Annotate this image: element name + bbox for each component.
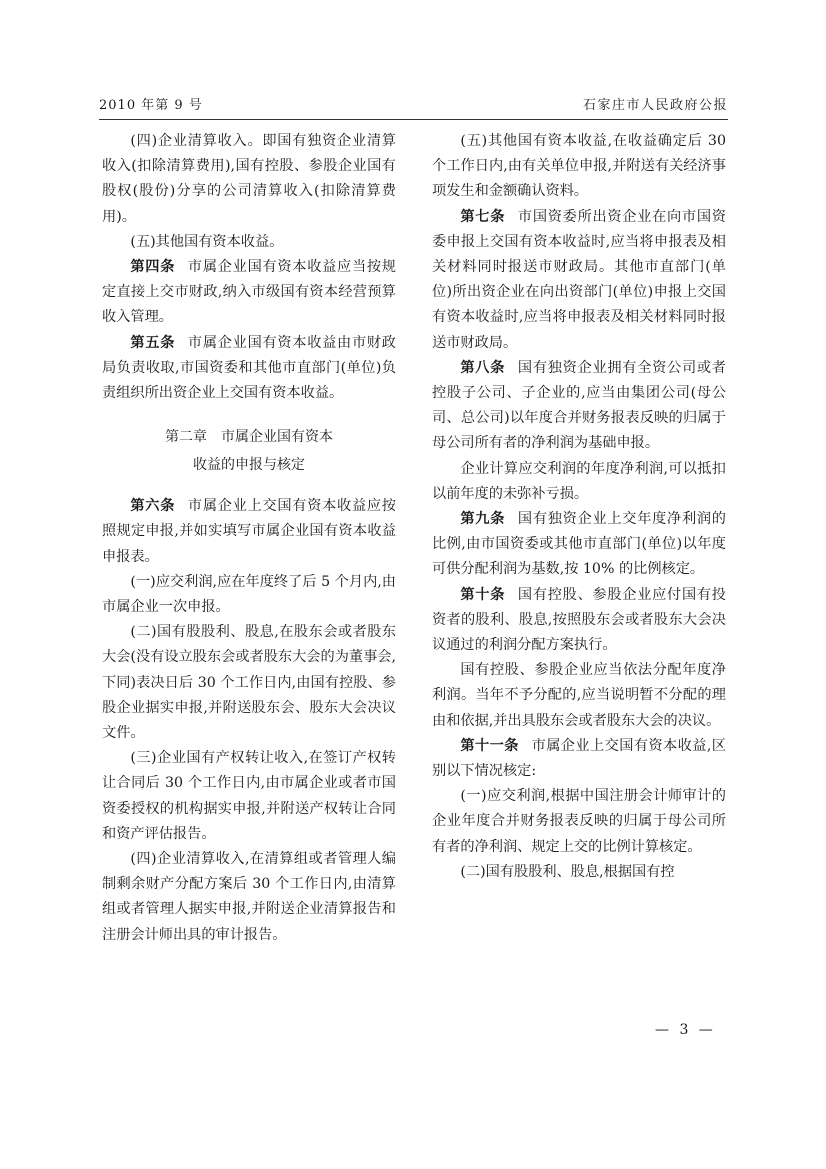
header-rule [99, 119, 728, 120]
paragraph: (二)国有股股利、股息,根据国有控 [460, 863, 675, 880]
chapter-heading [102, 423, 396, 479]
article-text: 市国资委所出资企业在向市国资委申报上交国有资本收益时,应当将申报表及相关材料同时报送市财政局。其他市直部门(单位)所出资企业在向出资部门(单位)申报上交国有资本收益时,应当将申报表及相关材料同时报送市财政局。 [432, 208, 726, 351]
article-label: 第五条 [130, 334, 176, 351]
paragraph: (四)企业清算收入,在清算组或者管理人编制剩余财产分配方案后 30 个工作日内,由清算组或者管理人据实申报,并附送企业清算报告和注册会计师出具的审计报告。 [102, 851, 396, 943]
article-paragraph [102, 331, 396, 407]
article-text: 市属企业国有资本收益应当按规定直接上交市财政,纳入市级国有资本经营预算收入管理。 [102, 259, 396, 326]
paragraph: 企业计算应交利润的年度净利润,可以抵扣以前年度的未弥补亏损。 [432, 460, 726, 502]
article-label: 第六条 [130, 498, 176, 515]
article-text: 市属企业上交国有资本收益,区别以下情况核定: [432, 737, 726, 780]
article-paragraph [432, 734, 726, 784]
page-number: — 3 — [655, 1022, 716, 1038]
article-paragraph [432, 356, 726, 457]
article-text: 国有独资企业上交年度净利润的比例,由市国资委或其他市直部门(单位)以年度可供分配利润为基数,按 10% 的比例核定。 [432, 511, 726, 578]
chapter-title-line: 第二章 市属企业国有资本 [165, 429, 333, 446]
article-label: 第九条 [460, 511, 506, 528]
paragraph: (五)其他国有资本收益。 [130, 233, 284, 250]
article-paragraph [432, 583, 726, 659]
paragraph: (一)应交利润,根据中国注册会计师审计的企业年度合并财务报表反映的归属于母公司所有者的净利润、规定上交的比例计算核定。 [432, 788, 726, 855]
right-column [432, 129, 726, 885]
article-label: 第十一条 [460, 737, 519, 754]
article-text: 国有控股、参股企业应付国有投资者的股利、股息,按照股东会或者股东大会决议通过的利润分配方案执行。 [432, 586, 726, 654]
paragraph: (四)企业清算收入。即国有独资企业清算收入(扣除清算费用),国有控股、参股企业国有股权(股份)分享的公司清算收入(扣除清算费用)。 [102, 133, 396, 225]
article-text: 国有独资企业拥有全资公司或者控股子公司、子企业的,应当由集团公司(母公司、总公司)以年度合并财务报表反映的归属于母公司所有者的净利润为基础申报。 [432, 359, 726, 452]
chapter-title-line: 收益的申报与核定 [193, 457, 305, 474]
article-text: 市属企业国有资本收益由市财政局负责收取,市国资委和其他市直部门(单位)负责组织所出资企业上交国有资本收益。 [102, 334, 396, 402]
left-column [102, 129, 396, 948]
article-paragraph [102, 494, 396, 570]
paragraph: (一)应交利润,应在年度终了后 5 个月内,由市属企业一次申报。 [102, 573, 396, 616]
article-label: 第四条 [130, 259, 176, 276]
paragraph: (五)其他国有资本收益,在收益确定后 30 个工作日内,由有关单位申报,并附送有关经济事项发生和金额确认资料。 [432, 133, 726, 200]
article-label: 第十条 [460, 586, 506, 603]
publication-title: 石家庄市人民政府公报 [582, 98, 728, 113]
paragraph: 国有控股、参股企业应当依法分配年度净利润。当年不予分配的,应当说明暂不分配的理由和依据,并出具股东会或者股东大会的决议。 [432, 662, 726, 729]
paragraph: (二)国有股股利、股息,在股东会或者股东大会(没有设立股东会或者股东大会的为董事会,下同)表决日后 30 个工作日内,由国有控股、参股企业据实申报,并附送股东会、股东大会决议文件。 [102, 624, 396, 742]
article-label: 第八条 [460, 359, 506, 376]
running-header [99, 94, 728, 116]
paragraph: (三)企业国有产权转让收入,在签订产权转让合同后 30 个工作日内,由市属企业或者市国资委授权的机构据实申报,并附送产权转让合同和资产评估报告。 [102, 750, 396, 842]
article-label: 第七条 [460, 208, 506, 225]
article-paragraph [432, 205, 726, 356]
issue-label: 2010 年第 9 号 [99, 98, 203, 113]
article-text: 市属企业上交国有资本收益应按照规定申报,并如实填写市属企业国有资本收益申报表。 [102, 498, 396, 565]
article-paragraph [102, 255, 396, 331]
article-paragraph [432, 507, 726, 583]
